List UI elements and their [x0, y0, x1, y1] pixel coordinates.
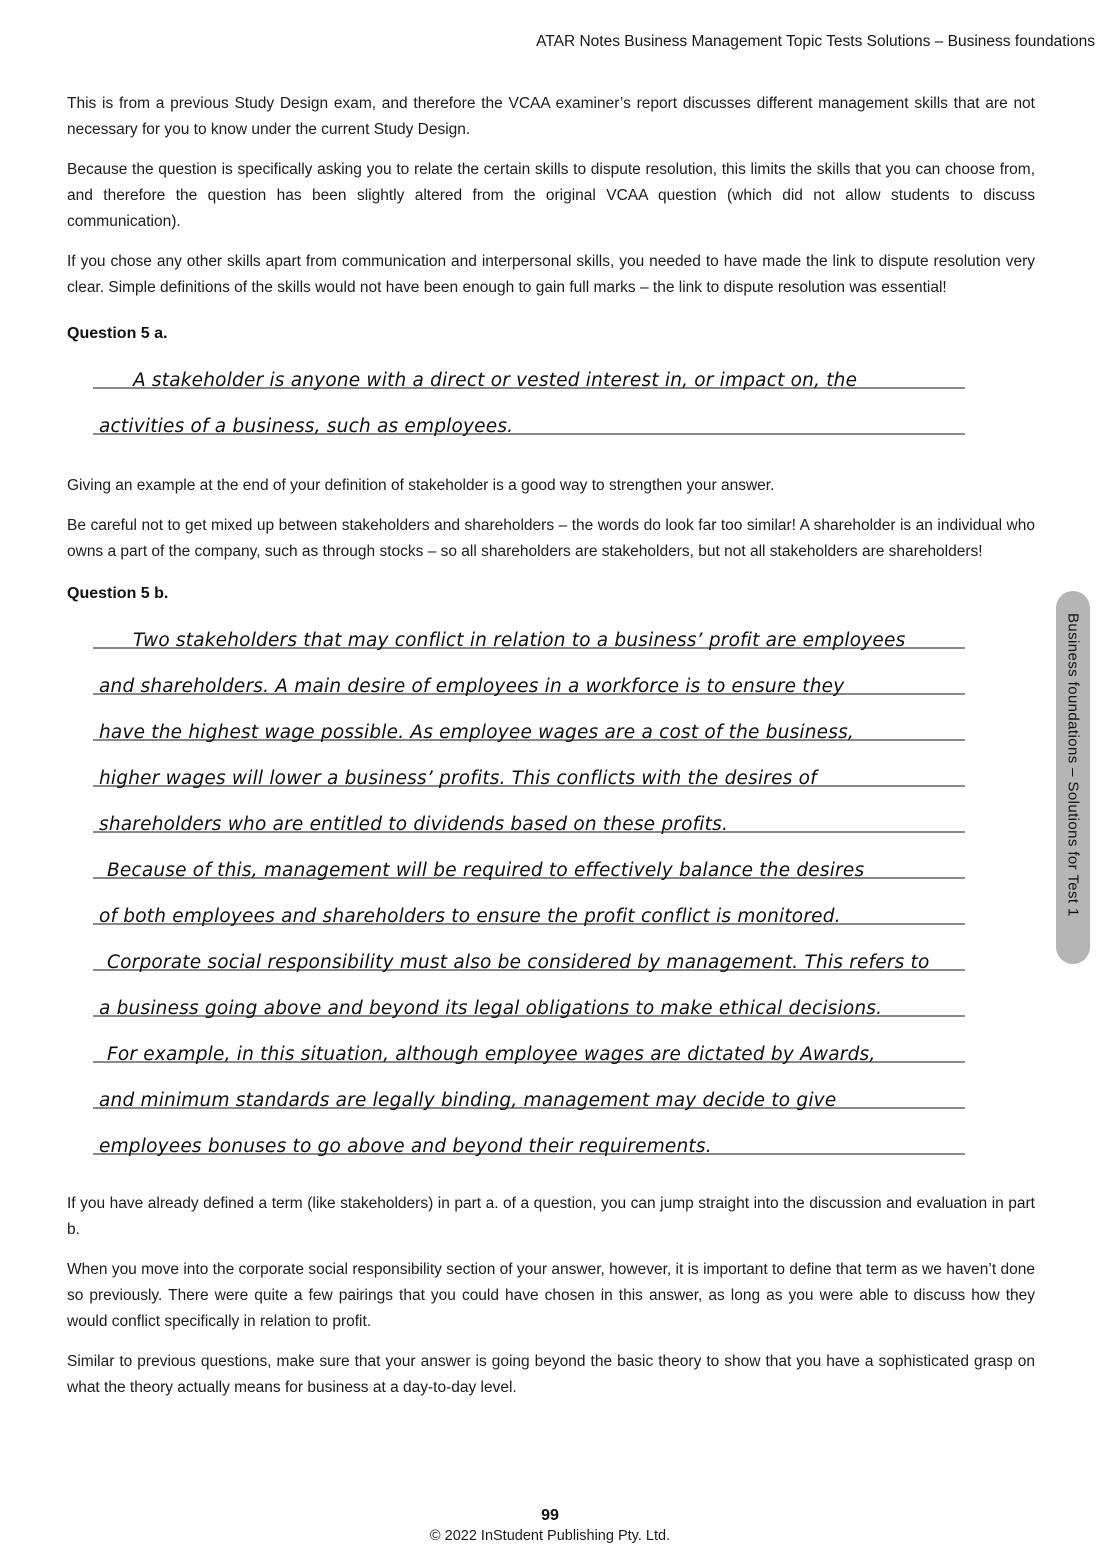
page-content — [67, 91, 1035, 1401]
page-number: 99 — [541, 1507, 559, 1524]
answer-line — [93, 833, 965, 879]
intro-paragraph: Because the question is specifically asking you to relate the certain skills to dispute resolution, this limits the skills that you can choose from, and therefore the question has been slightly altered from the original VCAA question (which did not allow students to discuss communication). — [67, 161, 1035, 230]
question-5b-heading: Question 5 b. — [67, 585, 169, 602]
handwritten-text: and shareholders. A main desire of employees in a workforce is to ensure they — [99, 676, 845, 697]
handwritten-text: Because of this, management will be required to effectively balance the desires — [107, 860, 865, 881]
answer-line — [93, 971, 965, 1017]
copyright-notice: © 2022 InStudent Publishing Pty. Ltd. — [429, 1528, 671, 1544]
question-5a-answer-block — [93, 343, 965, 435]
answer-line — [93, 879, 965, 925]
closing-paragraph: When you move into the corporate social responsibility section of your answer, however, it is important to define that term as we haven’t done so previously. There were quite a few pairings that you could have chosen in this answer, as long as you were able to discuss how they would conflict specifically in relation to profit. — [67, 1261, 1035, 1330]
intro-paragraph: This is from a previous Study Design exam, and therefore the VCAA examiner’s report discusses different management skills that are not necessary for you to know under the current Study Design. — [67, 95, 1035, 138]
guidance-paragraph: Giving an example at the end of your definition of stakeholder is a good way to strengthen your answer. — [67, 477, 775, 494]
question-5b-answer-block — [93, 603, 965, 1155]
answer-line — [93, 925, 965, 971]
closing-paragraph: If you have already defined a term (like stakeholders) in part a. of a question, you can jump straight into the discussion and evaluation in part b. — [67, 1195, 1035, 1238]
handwritten-text: have the highest wage possible. As employee wages are a cost of the business, — [99, 722, 855, 743]
handwritten-text: a business going above and beyond its legal obligations to make ethical decisions. — [99, 998, 883, 1019]
handwritten-text: Two stakeholders that may conflict in relation to a business’ profit are employees — [133, 630, 906, 651]
answer-line — [93, 649, 965, 695]
handwritten-text: activities of a business, such as employees. — [99, 416, 514, 437]
answer-line — [93, 741, 965, 787]
handwritten-text: higher wages will lower a business’ profits. This conflicts with the desires of — [99, 768, 817, 789]
answer-line — [93, 695, 965, 741]
answer-line — [93, 343, 965, 389]
section-tab-label: Business foundations – Solutions for Test 1 — [1064, 613, 1082, 917]
handwritten-text: of both employees and shareholders to ensure the profit conflict is monitored. — [99, 906, 841, 927]
page-header-title: ATAR Notes Business Management Topic Tests Solutions – Business foundations — [536, 33, 1095, 50]
page-footer — [0, 1507, 1100, 1544]
answer-line — [93, 787, 965, 833]
answer-line — [93, 389, 965, 435]
section-tab — [1056, 591, 1090, 964]
answer-line — [93, 603, 965, 649]
handwritten-text: employees bonuses to go above and beyond their requirements. — [99, 1136, 712, 1157]
handwritten-text: shareholders who are entitled to dividends based on these profits. — [99, 814, 729, 835]
answer-line — [93, 1017, 965, 1063]
handwritten-text: Corporate social responsibility must also be considered by management. This refers to — [107, 952, 930, 973]
closing-paragraph: Similar to previous questions, make sure that your answer is going beyond the basic theory to show that you have a sophisticated grasp on what the theory actually means for business at a day-to-day level. — [67, 1353, 1035, 1396]
answer-line — [93, 1063, 965, 1109]
question-5a-heading: Question 5 a. — [67, 325, 168, 342]
guidance-paragraph: Be careful not to get mixed up between stakeholders and shareholders – the words do look far too similar! A shareholder is an individual who owns a part of the company, such as through stocks – so all shareholders are stakeholders, but not all stakeholders are shareholders! — [67, 517, 1035, 560]
handwritten-text: For example, in this situation, although employee wages are dictated by Awards, — [107, 1044, 876, 1065]
intro-paragraph: If you chose any other skills apart from communication and interpersonal skills, you needed to have made the link to dispute resolution very clear. Simple definitions of the skills would not have been enough to gain full marks – the link to dispute resolution was essential! — [67, 253, 1035, 296]
handwritten-text: A stakeholder is anyone with a direct or vested interest in, or impact on, the — [133, 370, 858, 391]
answer-line — [93, 1109, 965, 1155]
handwritten-text: and minimum standards are legally binding, management may decide to give — [99, 1090, 837, 1111]
